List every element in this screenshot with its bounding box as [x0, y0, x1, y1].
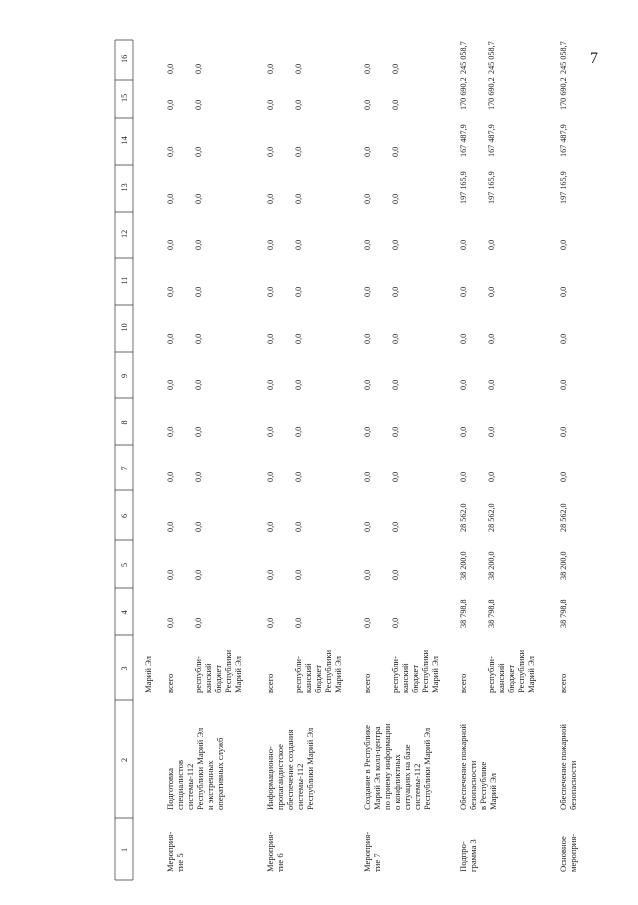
row-code: тие 5 [175, 853, 185, 872]
value-cell: 38 798,8 [487, 599, 496, 628]
value-cell: 0,0 [294, 239, 303, 250]
value-cell: 38 200,0 [559, 551, 568, 580]
value-cell: 0,0 [559, 286, 568, 297]
row-description: системы-112 [412, 763, 422, 810]
table-row [458, 41, 536, 872]
value-cell: 0,0 [194, 426, 203, 437]
row-description: и экстренных [205, 760, 215, 810]
row-description: Марий Эл колл-центра [372, 726, 382, 810]
value-cell: 0,0 [391, 569, 400, 580]
row-code: тие 6 [275, 853, 285, 872]
carried-over-text: Марий Эл [143, 656, 153, 693]
value-cell: 0,0 [363, 569, 372, 580]
value-cell: 38 200,0 [487, 551, 496, 580]
row-description: безопасности [468, 760, 478, 810]
value-cell: 28 562,0 [459, 503, 468, 532]
column-number-cell: 13 [120, 183, 129, 192]
column-number-cell: 3 [120, 666, 129, 671]
value-cell: 0,0 [266, 239, 275, 250]
funding-source-label: бюджет [410, 664, 420, 693]
value-cell: 167 487,9 [559, 124, 568, 157]
row-description: безопасности [568, 760, 578, 810]
value-cell: 0,0 [194, 193, 203, 204]
value-cell: 0,0 [166, 286, 175, 297]
table-body [143, 41, 578, 872]
column-number-cell: 6 [120, 513, 129, 518]
value-cell: 0,0 [166, 617, 175, 628]
funding-source-label: канский [303, 663, 313, 693]
funding-source-label: всего [362, 673, 372, 693]
value-cell: 0,0 [194, 286, 203, 297]
row-description: системы-112 [295, 763, 305, 810]
table-row [558, 41, 578, 872]
value-cell: 0,0 [266, 193, 275, 204]
value-cell: 0,0 [391, 471, 400, 482]
row-description: Обеспечение пожарной [458, 723, 468, 810]
row-code: Мероприя- [265, 831, 275, 872]
value-cell: 0,0 [194, 333, 203, 344]
value-cell: 0,0 [487, 426, 496, 437]
funding-source-label: республи- [293, 656, 303, 693]
column-number-cell: 9 [120, 373, 129, 378]
row-description: Республики Марий Эл [195, 727, 205, 810]
value-cell: 0,0 [266, 63, 275, 74]
value-cell: 0,0 [363, 239, 372, 250]
value-cell: 0,0 [363, 286, 372, 297]
value-cell: 245 058,7 [559, 41, 568, 74]
funding-source-label: Марий Эл [526, 656, 536, 693]
value-cell: 0,0 [194, 146, 203, 157]
value-cell: 0,0 [294, 569, 303, 580]
funding-source-label: республи- [193, 656, 203, 693]
value-cell: 0,0 [194, 569, 203, 580]
funding-source-label: всего [265, 673, 275, 693]
value-cell: 0,0 [459, 286, 468, 297]
funding-source-label: всего [458, 673, 468, 693]
value-cell: 0,0 [391, 333, 400, 344]
value-cell: 0,0 [166, 146, 175, 157]
funding-source-label: канский [203, 663, 213, 693]
row-description: Республики Марий Эл [422, 727, 432, 810]
value-cell: 0,0 [294, 617, 303, 628]
row-description: Информационно- [265, 746, 275, 810]
value-cell: 0,0 [266, 617, 275, 628]
value-cell: 0,0 [266, 379, 275, 390]
value-cell: 167 487,9 [487, 124, 496, 157]
value-cell: 0,0 [194, 99, 203, 110]
value-cell: 0,0 [166, 471, 175, 482]
value-cell: 0,0 [294, 426, 303, 437]
funding-source-label: бюджет [313, 664, 323, 693]
value-cell: 0,0 [166, 99, 175, 110]
table-frame [115, 40, 133, 880]
value-cell: 0,0 [166, 569, 175, 580]
value-cell: 0,0 [391, 286, 400, 297]
row-description: оперативных служб [215, 737, 225, 810]
row-code: Основное [558, 836, 568, 872]
value-cell: 0,0 [166, 521, 175, 532]
value-cell: 0,0 [363, 617, 372, 628]
column-number-cell: 5 [120, 562, 129, 567]
value-cell: 0,0 [194, 471, 203, 482]
value-cell: 0,0 [266, 521, 275, 532]
row-description: специалистов [175, 759, 185, 810]
value-cell: 0,0 [194, 521, 203, 532]
row-code: Подпро- [458, 841, 468, 872]
row-description: ситуациях на базе [402, 744, 412, 810]
value-cell: 0,0 [459, 333, 468, 344]
value-cell: 0,0 [294, 379, 303, 390]
column-number-cell: 1 [120, 847, 129, 852]
value-cell: 0,0 [391, 146, 400, 157]
row-description: системы-112 [185, 763, 195, 810]
value-cell: 0,0 [194, 617, 203, 628]
value-cell: 28 562,0 [487, 503, 496, 532]
column-number-cell: 4 [120, 610, 129, 615]
value-cell: 197 165,9 [487, 171, 496, 204]
row-code: Мероприя- [362, 831, 372, 872]
value-cell: 0,0 [294, 471, 303, 482]
column-number-cell: 2 [120, 757, 129, 762]
value-cell: 0,0 [487, 239, 496, 250]
value-cell: 0,0 [294, 146, 303, 157]
value-cell: 0,0 [363, 63, 372, 74]
funding-source-label: всего [165, 673, 175, 693]
value-cell: 0,0 [194, 379, 203, 390]
funding-source-label: бюджет [213, 664, 223, 693]
value-cell: 0,0 [391, 617, 400, 628]
value-cell: 0,0 [266, 99, 275, 110]
value-cell: 0,0 [294, 99, 303, 110]
value-cell: 0,0 [459, 379, 468, 390]
value-cell: 0,0 [363, 426, 372, 437]
value-cell: 0,0 [294, 333, 303, 344]
value-cell: 0,0 [391, 379, 400, 390]
value-cell: 38 798,8 [459, 599, 468, 628]
value-cell: 0,0 [266, 426, 275, 437]
value-cell: 38 798,8 [559, 599, 568, 628]
value-cell: 167 487,9 [459, 124, 468, 157]
column-number-cell: 14 [120, 136, 129, 145]
funding-source-label: Республики [516, 649, 526, 693]
column-number-cell: 12 [120, 229, 129, 238]
value-cell: 38 200,0 [459, 551, 468, 580]
value-cell: 0,0 [391, 426, 400, 437]
value-cell: 197 165,9 [459, 171, 468, 204]
value-cell: 0,0 [266, 286, 275, 297]
value-cell: 0,0 [559, 333, 568, 344]
value-cell: 0,0 [294, 286, 303, 297]
value-cell: 0,0 [391, 239, 400, 250]
funding-source-label: Марий Эл [430, 656, 440, 693]
row-description: о конфликтных [392, 754, 402, 810]
funding-source-label: канский [400, 663, 410, 693]
value-cell: 0,0 [487, 379, 496, 390]
value-cell: 0,0 [166, 426, 175, 437]
funding-source-label: Республики [223, 649, 233, 693]
value-cell: 170 690,2 [559, 77, 568, 110]
value-cell: 170 690,2 [487, 77, 496, 110]
funding-source-label: всего [558, 673, 568, 693]
row-description: в Республике [478, 761, 488, 810]
value-cell: 0,0 [363, 521, 372, 532]
column-number-cell: 7 [120, 466, 129, 471]
value-cell: 0,0 [391, 193, 400, 204]
row-description: Подготовка [165, 768, 175, 810]
value-cell: 0,0 [559, 379, 568, 390]
page-number: 7 [590, 50, 598, 67]
value-cell: 0,0 [363, 193, 372, 204]
value-cell: 0,0 [294, 63, 303, 74]
value-cell: 0,0 [266, 333, 275, 344]
value-cell: 170 690,2 [459, 77, 468, 110]
row-description: Обеспечение пожарной [558, 723, 568, 810]
value-cell: 0,0 [294, 521, 303, 532]
funding-source-label: Марий Эл [333, 656, 343, 693]
table-row [265, 64, 343, 872]
value-cell: 28 562,0 [559, 503, 568, 532]
value-cell: 0,0 [487, 286, 496, 297]
value-cell: 0,0 [194, 239, 203, 250]
row-code: мероприя- [568, 833, 578, 872]
row-description: Республики Марий Эл [305, 727, 315, 810]
value-cell: 0,0 [294, 193, 303, 204]
value-cell: 0,0 [459, 426, 468, 437]
funding-source-label: Республики [323, 649, 333, 693]
value-cell: 0,0 [559, 426, 568, 437]
table-row [362, 64, 440, 872]
value-cell: 0,0 [363, 99, 372, 110]
value-cell: 0,0 [363, 146, 372, 157]
value-cell: 0,0 [266, 569, 275, 580]
value-cell: 0,0 [391, 99, 400, 110]
row-description: по приему информации [382, 723, 392, 810]
value-cell: 0,0 [166, 239, 175, 250]
value-cell: 0,0 [266, 471, 275, 482]
value-cell: 0,0 [166, 193, 175, 204]
value-cell: 245 058,7 [487, 41, 496, 74]
funding-source-label: Республики [420, 649, 430, 693]
value-cell: 0,0 [166, 333, 175, 344]
funding-source-label: бюджет [506, 664, 516, 693]
row-description: пропагандистское [275, 744, 285, 810]
table-row [165, 64, 243, 872]
row-description: Марий Эл [488, 773, 498, 810]
value-cell: 0,0 [266, 146, 275, 157]
column-number-cell: 11 [120, 276, 129, 285]
funding-source-label: Марий Эл [233, 656, 243, 693]
row-code: тие 7 [372, 853, 382, 872]
value-cell: 0,0 [363, 471, 372, 482]
column-number-cell: 10 [120, 323, 129, 332]
column-number-cell: 8 [120, 420, 129, 425]
row-description: обеспечение создания [285, 729, 295, 810]
column-number-cell: 15 [120, 93, 129, 102]
value-cell: 0,0 [194, 63, 203, 74]
column-number-cell: 16 [120, 54, 129, 63]
column-header-row [120, 55, 129, 852]
value-cell: 0,0 [166, 63, 175, 74]
funding-source-label: канский [496, 663, 506, 693]
value-cell: 0,0 [363, 333, 372, 344]
funding-source-label: республи- [390, 656, 400, 693]
value-cell: 0,0 [363, 379, 372, 390]
value-cell: 0,0 [459, 239, 468, 250]
funding-source-label: республи- [486, 656, 496, 693]
value-cell: 0,0 [391, 63, 400, 74]
value-cell: 0,0 [166, 379, 175, 390]
row-code: Мероприя- [165, 831, 175, 872]
row-code: грамма 3 [468, 839, 478, 872]
value-cell: 197 165,9 [559, 171, 568, 204]
value-cell: 0,0 [559, 239, 568, 250]
value-cell: 0,0 [459, 471, 468, 482]
row-description: Создание в Республике [362, 725, 372, 810]
value-cell: 0,0 [391, 521, 400, 532]
value-cell: 245 058,7 [459, 41, 468, 74]
value-cell: 0,0 [559, 471, 568, 482]
value-cell: 0,0 [487, 333, 496, 344]
value-cell: 0,0 [487, 471, 496, 482]
